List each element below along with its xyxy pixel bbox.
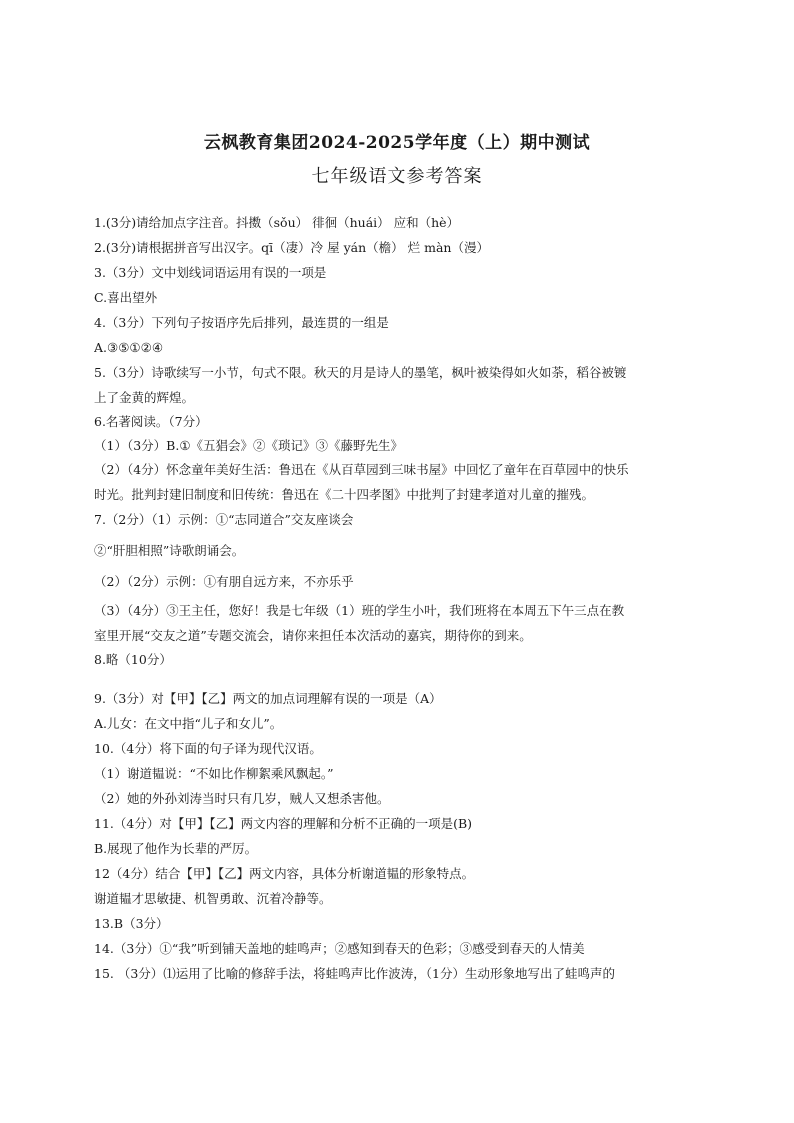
answer-line: 2.(3分)请根据拼音写出汉字。qī（凄）冷 屋 yán（檐） 烂 màn（漫） [94, 240, 489, 255]
answer-line: 3.（3分）文中划线词语运用有误的一项是 [94, 265, 327, 280]
answer-line: （3）（4分）③王主任，您好！我是七年级（1）班的学生小叶，我们班将在本周五下午三点在教 [94, 603, 625, 618]
answer-line: 6.名著阅读。（7分） [94, 414, 208, 429]
answer-line: C.喜出望外 [94, 290, 158, 305]
answer-line: 上了金黄的辉煌。 [94, 390, 195, 405]
answer-line: A.③⑤①②④ [94, 340, 164, 355]
answer-line: 5.（3分）诗歌续写一小节，句式不限。秋天的月是诗人的墨笔，枫叶被染得如火如荼，稻谷被镀 [94, 365, 627, 380]
answer-line: 14.（3分）①“我”听到铺天盖地的蛙鸣声；②感知到春天的色彩；③感受到春天的人情美 [94, 941, 585, 956]
answer-line: A.儿女：在文中指“儿子和女儿”。 [94, 716, 283, 731]
answer-line: 15. （3分）⑴运用了比喻的修辞手法，将蛙鸣声比作波涛，（1分）生动形象地写出了蛙鸣声的 [94, 966, 616, 981]
answer-line: 谢道韫才思敏捷、机智勇敢、沉着冷静等。 [94, 891, 332, 906]
answer-line: 11.（4分）对【甲】【乙】两文内容的理解和分析不正确的一项是(B) [94, 816, 473, 831]
page-title: 云枫教育集团2024-2025学年度（上）期中测试 [203, 133, 591, 153]
answer-line: 1.(3分)请给加点字注音。抖擞（sǒu） 徘徊（huái） 应和（hè） [94, 215, 460, 230]
answer-line: 9.（3分）对【甲】【乙】两文的加点词理解有误的一项是（A） [94, 691, 442, 706]
answer-line: 时光。批判封建旧制度和旧传统：鲁迅在《二十四孝图》中批判了封建孝道对儿童的摧残。 [94, 487, 595, 502]
answer-line: （1）（3分）B.①《五猖会》②《琐记》③《藤野先生》 [94, 438, 404, 453]
answer-line: 4.（3分）下列句子按语序先后排列，最连贯的一组是 [94, 315, 389, 330]
answer-line: 室里开展“交友之道”专题交流会，请你来担任本次活动的嘉宾，期待你的到来。 [94, 628, 532, 643]
answer-line: 13.B（3分） [94, 916, 169, 931]
answer-line: B.展现了他作为长辈的严厉。 [94, 841, 258, 856]
answer-line: （2）（4分）怀念童年美好生活：鲁迅在《从百草园到三味书屋》中回忆了童年在百草园中的快乐 [94, 462, 629, 477]
answer-line: ②“肝胆相照”诗歌朗诵会。 [94, 543, 245, 558]
page-subtitle: 七年级语文参考答案 [311, 166, 483, 187]
answer-line: （2）她的外孙刘涛当时只有几岁，贼人又想杀害他。 [94, 791, 390, 806]
answer-line: 12（4分）结合【甲】【乙】两文内容，具体分析谢道韫的形象特点。 [94, 866, 475, 881]
answer-line: （2）（2分）示例：①有朋自远方来，不亦乐乎 [94, 574, 354, 589]
answer-line: 10.（4分）将下面的句子译为现代汉语。 [94, 741, 322, 756]
answer-line: （1）谢道韫说：“不如比作柳絮乘风飘起。” [94, 766, 334, 781]
answer-line: 7.（2分）（1）示例：①“志同道合”交友座谈会 [94, 512, 354, 527]
answer-line: 8.略（10分） [94, 652, 172, 667]
